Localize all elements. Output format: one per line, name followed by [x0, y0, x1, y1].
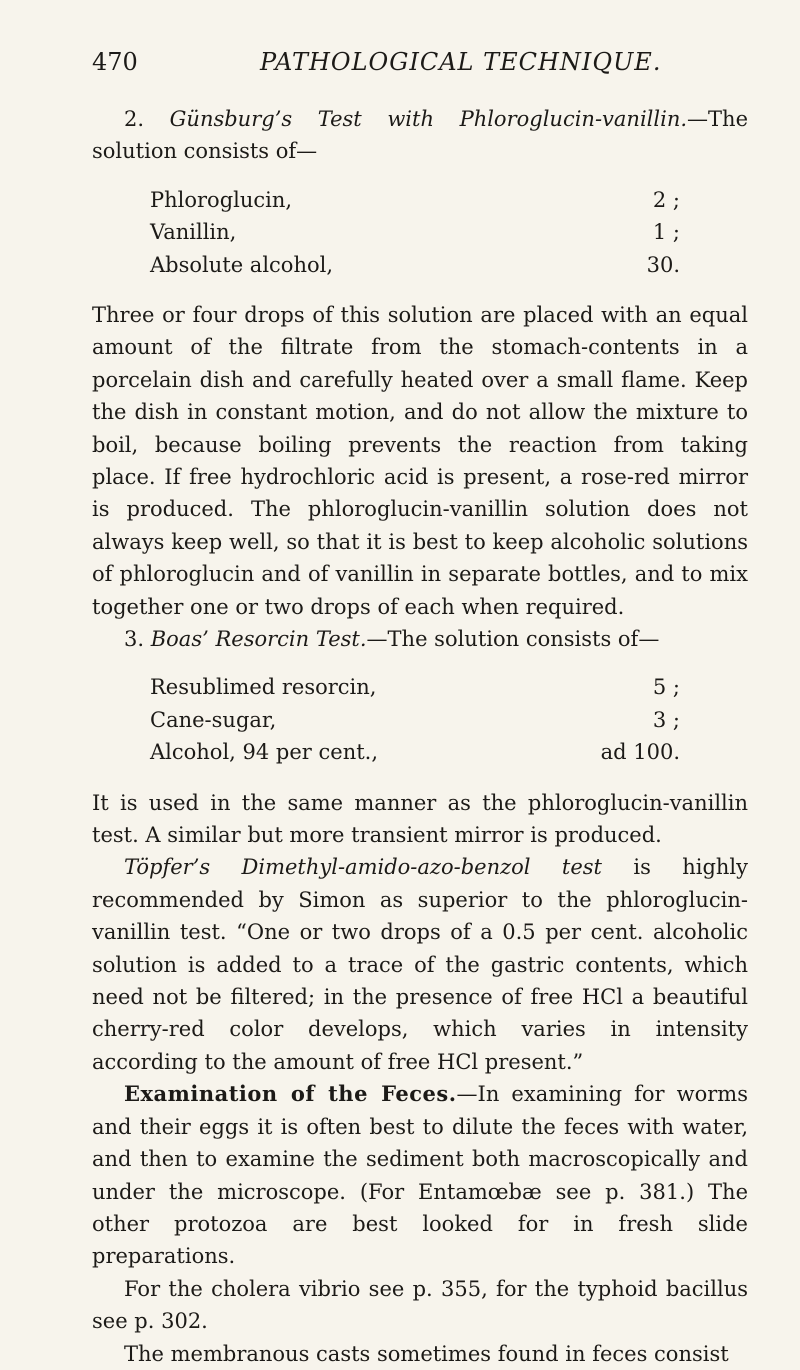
section-2-intro: —The solution consists of—	[92, 107, 748, 164]
feces-paragraph-2: For the cholera vibrio see p. 355, for the typhoid bacillus see p. 302.	[92, 1276, 748, 1334]
recipe-list-resorcin	[150, 671, 680, 768]
ingredient-name: Cane-sugar,	[150, 707, 277, 732]
section-3-paragraph	[92, 787, 748, 1079]
ingredient-amount: 3 ;	[652, 707, 680, 732]
recipe-row	[150, 704, 680, 736]
ingredient-amount: 1 ;	[652, 220, 680, 245]
recipe-row	[150, 249, 680, 281]
feces-paragraph	[92, 1078, 748, 1272]
ingredient-amount: 30.	[646, 252, 680, 277]
section-2-number: 2.	[124, 107, 145, 131]
recipe-row	[150, 736, 680, 768]
page-header	[92, 48, 752, 82]
recipe-row	[150, 216, 680, 248]
recipe-row	[150, 184, 680, 216]
ingredient-name: Resublimed resorcin,	[150, 675, 377, 700]
recipe-list-phloroglucin	[150, 184, 680, 281]
feces-paragraph-1: —In examining for worms and their eggs it is often best to dilute the feces with water, and then to examine the sediment both macroscopically and under the microscope. (For Entamœbæ see p. 381.) The other protozoa are best looked for in fresh slide preparations.	[92, 1082, 748, 1269]
section-3-paragraph-start: It is used in the same manner as the phloroglucin-vanillin test. A similar but more transient mirror is produced.	[92, 790, 748, 848]
running-title: PATHOLOGICAL TECHNIQUE.	[260, 48, 662, 76]
section-2-paragraph: Three or four drops of this solution are placed with an equal amount of the filtrate from the stomach-contents in a porcelain dish and carefully heated over a small flame. Keep the dish in constant motion, and do not allow the mixture to boil, because boiling prevents the reaction from taking place. If free hydrochloric acid is present, a rose-red mirror is produced. The phloroglucin-vanillin solution does not always keep well, so that it is best to keep alcoholic solutions of phloroglucin and of vanillin in separate bottles, and to mix together one or two drops of each when required.	[92, 302, 748, 619]
recipe-row	[150, 671, 680, 703]
ingredient-amount: ad 100.	[600, 740, 680, 765]
section-2-lead	[92, 103, 748, 168]
section-3-lead	[92, 623, 748, 655]
body-text	[92, 103, 748, 1370]
section-3-intro: —The solution consists of—	[366, 627, 660, 652]
feces-heading: Examination of the Feces.	[124, 1081, 457, 1107]
topfer-test-title: Töpfer’s Dimethyl-amido-azo-benzol test	[124, 855, 602, 880]
section-2-title: Günsburg’s Test with Phloroglucin-vanillin.	[169, 107, 688, 131]
section-3-number: 3.	[124, 627, 145, 652]
feces-paragraph-3: The membranous casts sometimes found in feces consist	[124, 1341, 729, 1366]
ingredient-name: Absolute alcohol,	[150, 252, 334, 277]
ingredient-name: Alcohol, 94 per cent.,	[150, 740, 379, 765]
ingredient-name: Phloroglucin,	[150, 187, 293, 212]
ingredient-name: Vanillin,	[150, 220, 237, 245]
ingredient-amount: 2 ;	[652, 187, 680, 212]
ingredient-amount: 5 ;	[652, 675, 680, 700]
topfer-test-text: is highly recommended by Simon as superior to the phloroglucin-vanillin test. “One or two drops of a 0.5 per cent. alcoholic solution is added to a trace of the gastric contents, which need not be filtered; in the presence of free HCl a beautiful cherry-red color develops, which varies in intensity according to the amount of free HCl present.”	[92, 855, 748, 1074]
page-number: 470	[92, 48, 138, 76]
section-3-title: Boas’ Resorcin Test.	[150, 627, 367, 652]
